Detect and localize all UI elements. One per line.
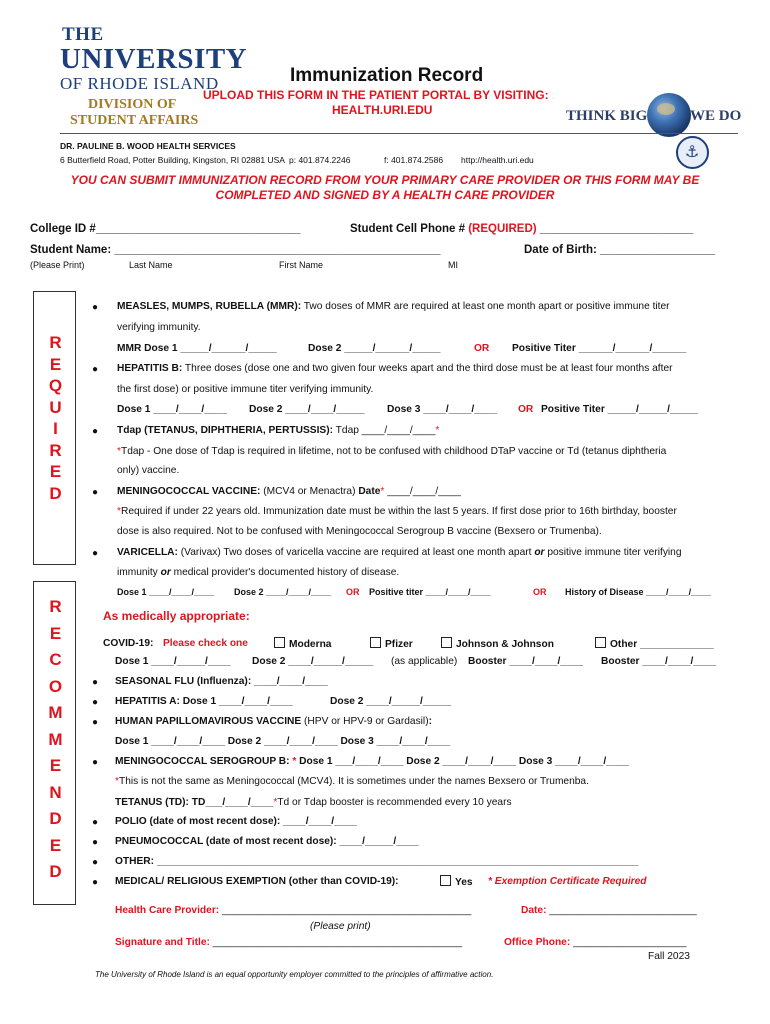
varicella-or-label-1: OR xyxy=(346,587,360,597)
td-line: ___/____/____ xyxy=(205,797,274,808)
mmr-title: MEASLES, MUMPS, RUBELLA (MMR): xyxy=(117,301,302,312)
footer-statement: The University of Rhode Island is an equal opportunity employer committed to the principles of affirmative action. xyxy=(95,970,494,979)
notice-line-1: YOU CAN SUBMIT IMMUNIZATION RECORD FROM YOUR PRIMARY CARE PROVIDER OR THIS FORM MAY BE xyxy=(70,173,700,187)
logo-of-rhode-island: OF RHODE ISLAND xyxy=(60,74,219,93)
cell-phone-label: Student Cell Phone # xyxy=(350,223,466,235)
tdap-note-2: only) vaccine. xyxy=(117,465,180,476)
covid-dose-2-field[interactable]: Dose 2 ____/_____/_____ xyxy=(252,656,374,667)
first-name-label: First Name xyxy=(279,260,324,270)
globe-icon xyxy=(647,93,691,137)
covid-label: COVID-19: xyxy=(103,638,154,649)
varicella-or-2: or xyxy=(160,567,171,578)
side-letter: N xyxy=(49,782,62,802)
mening-note-2: dose is also required. Not to be confused with Meningococcal Serogroup B vaccine (Bexsero or Trumenba). xyxy=(117,526,602,537)
mening-note-text: Required if under 22 years old. Immunization date must be within the last 5 years. If first dose prior to 16th birthday, booster xyxy=(120,506,677,517)
varicella-dose-1-field[interactable]: Dose 1 ____/____/____ xyxy=(117,587,215,597)
covid-booster-2-field[interactable]: Booster ____/____/____ xyxy=(601,656,716,667)
checkbox-icon[interactable] xyxy=(595,637,606,648)
hepb-dose-3-field[interactable]: Dose 3 ____/____/____ xyxy=(387,404,497,415)
side-letter: E xyxy=(49,756,62,775)
option-label: Other _____________ xyxy=(610,639,714,650)
flu-field[interactable]: SEASONAL FLU (Influenza): ____/____/____ xyxy=(115,676,328,687)
tdap-note-text: Tdap - One dose of Tdap is required in lifetime, not to be confused with childhood DTaP vaccine or Td (tetanus diphtheria xyxy=(120,446,667,457)
bullet-icon: ● xyxy=(92,426,99,437)
side-letter: E xyxy=(49,354,62,374)
clinic-fax: f: 401.874.2586 xyxy=(384,155,444,165)
tetanus-td-field[interactable] xyxy=(115,797,512,808)
logo-division-line-2: STUDENT AFFAIRS xyxy=(70,113,199,128)
menb-star: * xyxy=(289,756,297,767)
varicella-dose-2-field[interactable]: Dose 2 ____/____/____ xyxy=(234,587,332,597)
provider-label: Health Care Provider: xyxy=(115,905,220,916)
varicella-desc-b: positive immune titer verifying xyxy=(544,547,682,558)
clinic-name: DR. PAULINE B. WOOD HEALTH SERVICES xyxy=(60,141,236,151)
hpv-doses-field[interactable]: Dose 1 ____/____/____ Dose 2 ____/____/____ Dose 3 ____/____/____ xyxy=(115,736,451,747)
cell-phone-line: ________________________ xyxy=(539,223,694,235)
side-letter: U xyxy=(49,397,62,417)
hpv-title: HUMAN PAPILLOMAVIROUS VACCINE xyxy=(115,716,302,727)
office-phone-line: ____________________ xyxy=(570,937,687,948)
bullet-icon: ● xyxy=(92,302,99,313)
hepb-description xyxy=(117,363,673,374)
side-letter: D xyxy=(49,483,62,503)
slogan-we-do: WE DO xyxy=(690,108,742,124)
pneumococcal-field[interactable]: PNEUMOCOCCAL (date of most recent dose): ____/_____/____ xyxy=(115,836,419,847)
mmr-dose-2-field[interactable]: Dose 2 _____/______/_____ xyxy=(308,343,441,354)
tdap-line: Tdap ____/____/____ xyxy=(333,425,436,436)
varicella-titer-field[interactable]: Positive titer ____/____/____ xyxy=(369,587,491,597)
header-divider xyxy=(60,133,738,134)
hepb-or-label: OR xyxy=(518,404,534,415)
logo-the: THE xyxy=(62,24,104,45)
hpv-colon: : xyxy=(428,716,432,727)
hepb-titer-field[interactable]: Positive Titer _____/_____/_____ xyxy=(541,404,699,415)
mmr-dose-1-field[interactable]: MMR Dose 1 _____/______/_____ xyxy=(117,343,277,354)
meningococcal-field[interactable] xyxy=(117,486,461,497)
upload-instruction-1: UPLOAD THIS FORM IN THE PATIENT PORTAL BY VISITING: xyxy=(203,88,549,102)
term-label: Fall 2023 xyxy=(648,951,690,962)
menb-note-text: This is not the same as Meningococcal (MCV4). It is sometimes under the names Bexsero or Trumenba. xyxy=(118,776,589,787)
exemption-yes-label: Yes xyxy=(455,877,473,888)
bullet-icon: ● xyxy=(92,548,99,559)
hepb-dose-1-field[interactable]: Dose 1 ____/____/____ xyxy=(117,404,227,415)
clinic-phone: p: 401.874.2246 xyxy=(289,155,351,165)
office-phone-label: Office Phone: xyxy=(504,937,571,948)
side-letter: D xyxy=(49,809,62,828)
side-letter: M xyxy=(48,703,63,722)
polio-field[interactable]: POLIO (date of most recent dose): ____/____/____ xyxy=(115,816,357,827)
covid-option-jj[interactable] xyxy=(441,637,554,650)
hepb-desc-2: the first dose) or positive immune titer verifying immunity. xyxy=(117,384,374,395)
upload-instruction-2: HEALTH.URI.EDU xyxy=(332,103,433,117)
mening-star: * xyxy=(380,486,385,497)
hepb-dose-2-field[interactable]: Dose 2 ____/____/_____ xyxy=(249,404,365,415)
last-name-label: Last Name xyxy=(129,260,173,270)
bullet-icon: ● xyxy=(92,677,99,688)
mmr-description xyxy=(117,301,670,312)
recommended-side-box xyxy=(33,581,76,905)
exemption-yes-option[interactable] xyxy=(440,875,473,888)
please-print-label: (Please Print) xyxy=(30,260,85,270)
option-label: Moderna xyxy=(289,639,332,650)
student-name-field[interactable]: Student Name: ___________________________________________________ xyxy=(30,244,441,256)
menb-doses: Dose 1 ___/____/____ Dose 2 ____/____/____ Dose 3 ____/____/____ xyxy=(296,756,629,767)
signature-line: ____________________________________________ xyxy=(209,937,463,948)
tdap-note-star: * xyxy=(117,446,121,457)
checkbox-icon[interactable] xyxy=(441,637,452,648)
side-letter: C xyxy=(49,650,62,669)
required-vertical-label xyxy=(34,332,77,504)
university-seal-icon xyxy=(676,136,709,169)
bullet-icon: ● xyxy=(92,717,99,728)
varicella-or-label-2: OR xyxy=(533,587,547,597)
side-letter: Q xyxy=(48,376,63,395)
exemption-note: * Exemption Certificate Required xyxy=(488,876,647,887)
date-line: __________________________ xyxy=(546,905,697,916)
menb-title: MENINGOCOCCAL SEROGROUP B: xyxy=(115,756,290,767)
logo-university: UNIVERSITY xyxy=(60,43,248,75)
mening-date-label: Date xyxy=(358,486,381,497)
menb-note-star: * xyxy=(115,776,119,787)
covid-as-applicable: (as applicable) xyxy=(391,656,458,667)
mening-note-star: * xyxy=(117,506,121,517)
slogan-think-big: THINK BIG xyxy=(566,108,648,124)
bullet-icon: ● xyxy=(92,487,99,498)
varicella-description xyxy=(117,547,682,558)
option-label: Pfizer xyxy=(385,639,413,650)
side-letter: R xyxy=(49,333,62,352)
mi-label: MI xyxy=(448,260,458,270)
tdap-title: Tdap (TETANUS, DIPHTHERIA, PERTUSSIS): xyxy=(117,425,334,436)
checkbox-icon[interactable] xyxy=(274,637,285,648)
hepb-title: HEPATITIS B: xyxy=(117,363,183,374)
signature-title-field[interactable] xyxy=(115,937,462,948)
covid-option-pfizer[interactable] xyxy=(370,637,413,650)
td-label: TETANUS (TD): TD xyxy=(115,797,206,808)
date-of-birth-field[interactable]: Date of Birth: __________________ xyxy=(524,244,716,256)
varicella-or: or xyxy=(534,547,545,558)
recommended-vertical-label xyxy=(34,594,77,886)
provider-name-field[interactable] xyxy=(115,905,471,916)
option-label: Johnson & Johnson xyxy=(456,639,554,650)
side-letter: M xyxy=(48,729,63,749)
clinic-address: 6 Butterfield Road, Potter Building, Kingston, RI 02881 USA xyxy=(60,155,285,165)
date-label: Date: xyxy=(521,905,547,916)
mmr-or-label: OR xyxy=(474,343,490,354)
varicella-desc-2b: medical provider's documented history of disease. xyxy=(170,567,400,578)
covid-option-moderna[interactable] xyxy=(274,637,331,650)
other-field[interactable]: OTHER: _____________________________________________________________________________________ xyxy=(115,856,639,867)
bullet-icon: ● xyxy=(92,837,99,848)
side-letter: E xyxy=(49,623,62,643)
bullet-icon: ● xyxy=(92,877,99,888)
mening-line: ____/____/____ xyxy=(384,486,461,497)
covid-booster-1-field[interactable]: Booster ____/____/____ xyxy=(468,656,583,667)
side-letter: D xyxy=(49,862,62,881)
hepa-dose-2-field[interactable]: Dose 2 ____/_____/_____ xyxy=(330,696,452,707)
bullet-icon: ● xyxy=(92,817,99,828)
checkbox-icon[interactable] xyxy=(370,637,381,648)
menb-note xyxy=(115,776,589,787)
clinic-website: http://health.uri.edu xyxy=(461,155,534,165)
required-side-box xyxy=(33,291,76,565)
side-letter: O xyxy=(48,676,63,696)
side-letter: R xyxy=(49,597,62,616)
varicella-title: VARICELLA: xyxy=(117,547,178,558)
page-title: Immunization Record xyxy=(290,65,484,86)
mening-desc: (MCV4 or Menactra) xyxy=(260,486,359,497)
exemption-label: MEDICAL/ RELIGIOUS EXEMPTION (other than COVID-19): xyxy=(115,876,399,887)
side-letter: R xyxy=(49,440,62,460)
notice-line-2: COMPLETED AND SIGNED BY A HEALTH CARE PROVIDER xyxy=(215,188,555,202)
bullet-icon: ● xyxy=(92,857,99,868)
cell-phone-required: (REQUIRED) xyxy=(468,223,537,235)
side-letter: I xyxy=(53,419,58,438)
hepb-desc: Three doses (dose one and two given four weeks apart and the third dose must be at least four months after xyxy=(182,363,673,374)
tdap-field[interactable] xyxy=(117,425,439,436)
td-note: Td or Tdap booster is recommended every 10 years xyxy=(277,797,512,808)
provider-line: ____________________________________________ xyxy=(219,905,472,916)
signature-label: Signature and Title: xyxy=(115,937,210,948)
bullet-icon: ● xyxy=(92,364,99,375)
tdap-star: * xyxy=(435,425,440,436)
side-letter: E xyxy=(49,835,62,855)
bullet-icon: ● xyxy=(92,757,99,768)
logo-division-line-1: DIVISION OF xyxy=(88,97,177,112)
mmr-titer-field[interactable]: Positive Titer ______/______/______ xyxy=(512,343,687,354)
menb-field[interactable] xyxy=(115,756,629,767)
cell-phone-field[interactable] xyxy=(350,223,693,235)
provider-please-print: (Please print) xyxy=(310,921,371,932)
varicella-description-2 xyxy=(117,567,399,578)
tdap-note-1 xyxy=(117,446,666,457)
office-phone-field[interactable] xyxy=(504,937,686,948)
hepa-dose-1-field[interactable]: HEPATITIS A: Dose 1 ____/____/____ xyxy=(115,696,293,707)
bullet-icon: ● xyxy=(92,697,99,708)
varicella-desc-2a: immunity xyxy=(117,567,161,578)
side-letter: E xyxy=(49,462,62,481)
covid-check-instruction: Please check one xyxy=(163,638,248,649)
mmr-desc-2: verifying immunity. xyxy=(117,322,201,333)
hpv-title-line xyxy=(115,716,432,727)
checkbox-icon[interactable] xyxy=(440,875,451,886)
covid-option-other[interactable] xyxy=(595,637,714,650)
provider-date-field[interactable] xyxy=(521,905,697,916)
hpv-desc: (HPV or HPV-9 or Gardasil) xyxy=(301,716,429,727)
mmr-desc: Two doses of MMR are required at least one month apart or positive immune titer xyxy=(301,301,670,312)
varicella-history-field[interactable]: History of Disease ____/____/____ xyxy=(565,587,712,597)
recommended-heading: As medically appropriate: xyxy=(103,609,250,623)
mening-note-1 xyxy=(117,506,677,517)
varicella-desc: (Varivax) Two doses of varicella vaccine are required at least one month apart xyxy=(177,547,535,558)
td-star: * xyxy=(273,797,278,808)
covid-dose-1-field[interactable]: Dose 1 ____/_____/____ xyxy=(115,656,231,667)
mening-title: MENINGOCOCCAL VACCINE: xyxy=(117,486,261,497)
college-id-field[interactable]: College ID #________________________________ xyxy=(30,223,301,235)
